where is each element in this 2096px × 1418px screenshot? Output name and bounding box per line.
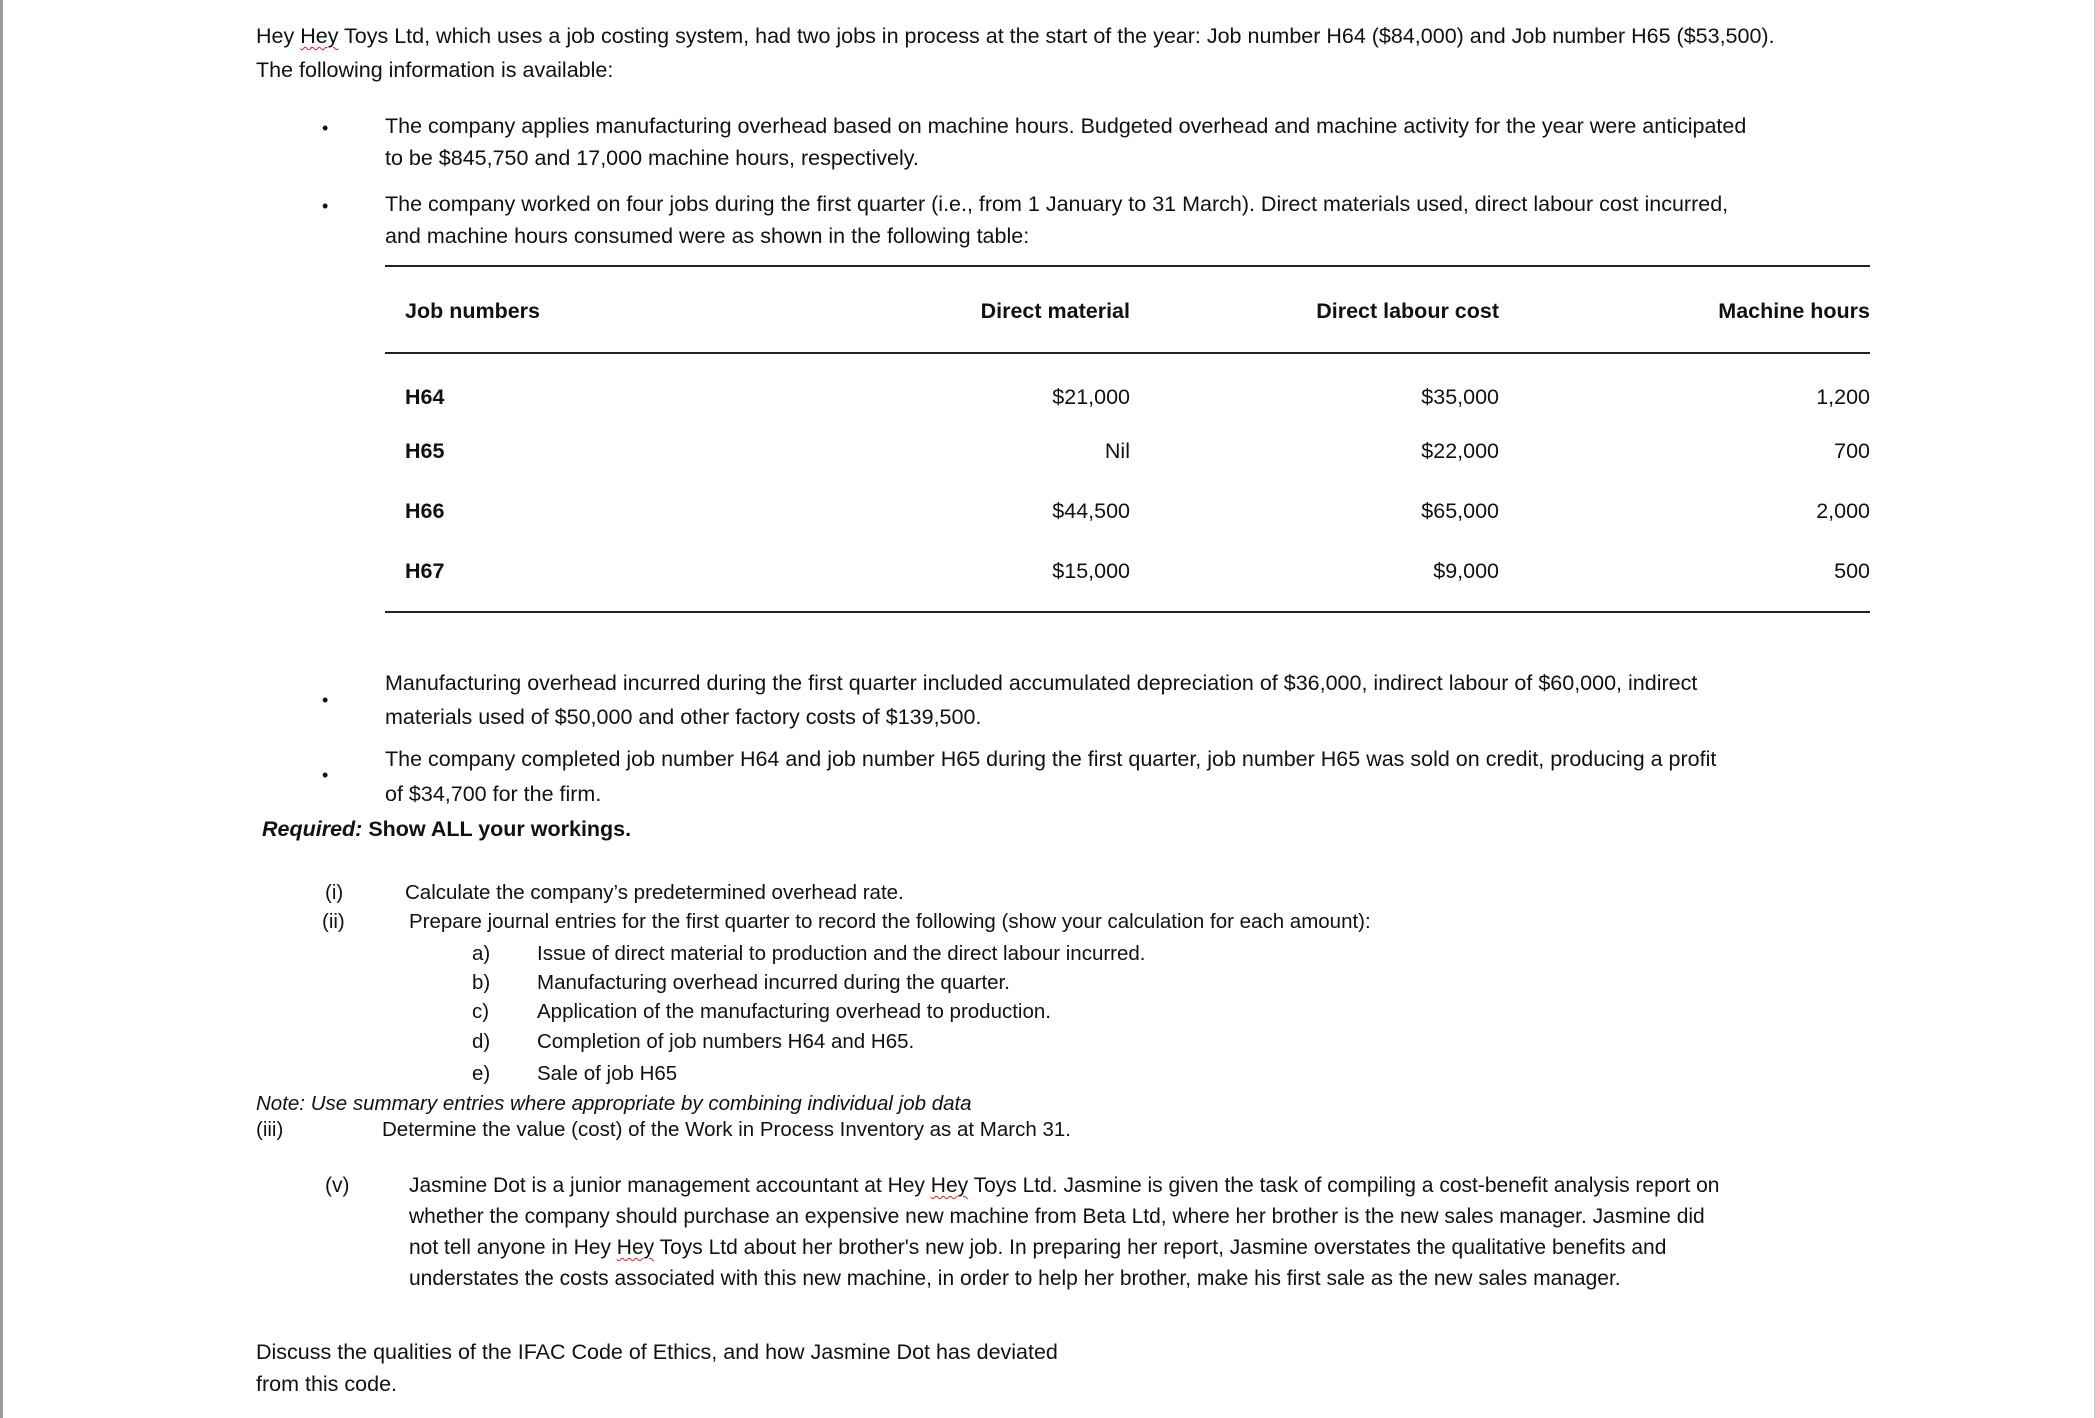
header-job-numbers: Job numbers bbox=[405, 299, 540, 323]
page-left-edge bbox=[0, 0, 3, 1418]
bullet-2-line-2: and machine hours consumed were as shown in the following table: bbox=[385, 224, 1030, 248]
q5-l1-post: Toys Ltd. Jasmine is given the task of compiling a cost-benefit analysis report on bbox=[968, 1174, 1720, 1197]
cell-material: Nil bbox=[1104, 439, 1130, 463]
question-5-line-3 bbox=[409, 1232, 1845, 1263]
q5-l3-post: Toys Ltd about her brother's new job. In preparing her report, Jasmine overstates the qualitative benefits and bbox=[654, 1236, 1667, 1259]
cell-material: $44,500 bbox=[1052, 499, 1130, 523]
required-text: Show ALL your workings. bbox=[362, 817, 632, 841]
cell-job: H66 bbox=[405, 499, 445, 523]
bullet-icon: • bbox=[322, 118, 329, 138]
bullet-4-line-1: The company completed job number H64 and job number H65 during the first quarter, job number H65 was sold on credit, producing a profit bbox=[385, 747, 1717, 771]
question-3-text: Determine the value (cost) of the Work in Process Inventory as at March 31. bbox=[382, 1118, 1071, 1141]
cell-job: H65 bbox=[405, 439, 445, 463]
table-header-rule bbox=[385, 352, 1870, 354]
question-5-line-4: understates the costs associated with this new machine, in order to help her brother, make his first sale as the new sales manager. bbox=[409, 1267, 1621, 1290]
discuss-line-1: Discuss the qualities of the IFAC Code of Ethics, and how Jasmine Dot has deviated bbox=[256, 1340, 1058, 1364]
intro-pre: Hey bbox=[256, 24, 301, 48]
question-5-line-1 bbox=[409, 1170, 1845, 1201]
cell-hours: 1,200 bbox=[1816, 385, 1870, 409]
sub-letter: b) bbox=[472, 971, 491, 994]
bullet-icon: • bbox=[322, 690, 329, 710]
cell-hours: 500 bbox=[1834, 559, 1870, 583]
sub-text: Manufacturing overhead incurred during the quarter. bbox=[537, 971, 1010, 994]
bullet-2-line-1: The company worked on four jobs during the first quarter (i.e., from 1 January to 31 March). Direct materials used, direct labour cost incurred, bbox=[385, 192, 1729, 216]
question-1-number: (i) bbox=[325, 881, 344, 904]
cell-hours: 700 bbox=[1834, 439, 1870, 463]
cell-job: H64 bbox=[405, 385, 445, 409]
bullet-icon: • bbox=[322, 196, 329, 216]
cell-labour: $9,000 bbox=[1433, 559, 1499, 583]
sub-text: Application of the manufacturing overhead to production. bbox=[537, 1000, 1051, 1023]
bullet-3-line-2: materials used of $50,000 and other factory costs of $139,500. bbox=[385, 705, 982, 729]
cell-job: H67 bbox=[405, 559, 445, 583]
sub-letter: e) bbox=[472, 1062, 491, 1085]
sub-letter: d) bbox=[472, 1030, 491, 1053]
cell-labour: $65,000 bbox=[1421, 499, 1499, 523]
bullet-3-line-1: Manufacturing overhead incurred during the first quarter included accumulated depreciation of $36,000, indirect labour of $60,000, indirect bbox=[385, 671, 1698, 695]
note: Note: Use summary entries where appropriate by combining individual job data bbox=[256, 1092, 972, 1115]
question-2-number: (ii) bbox=[322, 910, 345, 933]
bullet-1-line-1: The company applies manufacturing overhead based on machine hours. Budgeted overhead and machine activity for the year were anticipated bbox=[385, 114, 1747, 138]
spellcheck-word: Hey bbox=[300, 24, 339, 48]
table-top-rule bbox=[385, 265, 1870, 267]
bullet-1-line-2: to be $845,750 and 17,000 machine hours, respectively. bbox=[385, 146, 919, 170]
sub-text: Completion of job numbers H64 and H65. bbox=[537, 1030, 915, 1053]
sub-text: Issue of direct material to production and the direct labour incurred. bbox=[537, 942, 1146, 965]
question-5-text bbox=[409, 1170, 1845, 1294]
spellcheck-word: Hey bbox=[616, 1236, 655, 1259]
sub-letter: c) bbox=[472, 1000, 490, 1023]
sub-text: Sale of job H65 bbox=[537, 1062, 678, 1085]
cell-labour: $35,000 bbox=[1421, 385, 1499, 409]
cell-labour: $22,000 bbox=[1421, 439, 1499, 463]
cell-material: $21,000 bbox=[1052, 385, 1130, 409]
question-3-number: (iii) bbox=[256, 1118, 284, 1141]
q5-l3-pre: not tell anyone in Hey bbox=[409, 1236, 617, 1259]
required-label: Required: bbox=[262, 817, 363, 841]
q5-l1-pre: Jasmine Dot is a junior management accountant at Hey bbox=[409, 1174, 931, 1197]
bullet-4-line-2: of $34,700 for the firm. bbox=[385, 782, 602, 806]
header-direct-material: Direct material bbox=[980, 299, 1130, 323]
question-1-text: Calculate the company’s predetermined overhead rate. bbox=[405, 881, 904, 904]
intro-post: Toys Ltd, which uses a job costing system, had two jobs in process at the start of the year: Job number H64 ($84,000) and Job number H65 ($53,500). bbox=[338, 24, 1775, 48]
question-5-line-2: whether the company should purchase an expensive new machine from Beta Ltd, where her brother is the new sales manager. Jasmine did bbox=[409, 1205, 1705, 1228]
spellcheck-word: Hey bbox=[930, 1174, 969, 1197]
cell-hours: 2,000 bbox=[1816, 499, 1870, 523]
sub-letter: a) bbox=[472, 942, 491, 965]
question-2-text: Prepare journal entries for the first quarter to record the following (show your calculation for each amount): bbox=[409, 910, 1371, 933]
cell-material: $15,000 bbox=[1052, 559, 1130, 583]
question-5-number: (v) bbox=[325, 1174, 350, 1197]
required-line bbox=[262, 813, 631, 845]
intro-line-2: The following information is available: bbox=[256, 58, 614, 82]
discuss-line-2: from this code. bbox=[256, 1372, 397, 1396]
bullet-icon: • bbox=[322, 765, 329, 785]
header-direct-labour: Direct labour cost bbox=[1316, 299, 1499, 323]
table-bottom-rule bbox=[385, 611, 1870, 613]
header-machine-hours: Machine hours bbox=[1718, 299, 1870, 323]
intro-line-1 bbox=[256, 20, 1775, 52]
